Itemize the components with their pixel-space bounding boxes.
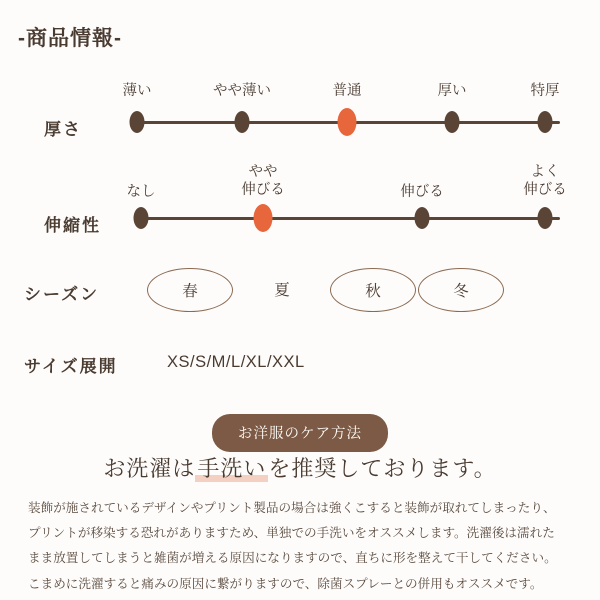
stretch-tick-label-1: なし [126, 184, 156, 200]
care-body-line-1: 装飾が施されているデザインやプリント製品の場合は強くこすると装飾が取れてしまったり、 [28, 501, 556, 515]
care-body-line-3: まま放置してしまうと雑菌が増える原因になりますので、直ちに形を整えて干してください。 [28, 551, 557, 566]
thickness-tick-label-2: やや薄い [213, 83, 271, 99]
care-headline [0, 452, 600, 483]
size-label: サイズ展開 [24, 357, 118, 376]
stretch-dot-2-selected[interactable] [254, 204, 273, 232]
stretch-track [135, 217, 560, 220]
page-title: -商品情報- [18, 27, 122, 50]
thickness-tick-label-3: 普通 [332, 83, 362, 99]
stretch-scale [0, 155, 600, 235]
thickness-dot-5[interactable] [538, 111, 553, 133]
season-item-summer[interactable] [240, 268, 324, 310]
thickness-dot-3-selected[interactable] [338, 108, 357, 136]
stretch-tick-label-2-line1: やや [248, 164, 278, 180]
care-headline-pre: お洗濯は [103, 456, 196, 481]
thickness-tick-label-5: 特厚 [530, 83, 560, 99]
stretch-tick-label-4-line1: よく [530, 164, 560, 180]
season-row [0, 262, 600, 322]
stretch-tick-label-2-line2: 伸びる [241, 182, 285, 199]
thickness-label: 厚さ [44, 120, 82, 139]
care-body-line-4: こまめに洗濯すると痛みの原因に繋がりますので、除菌スプレーとの併用もオススメです。 [28, 576, 543, 591]
stretch-dot-3[interactable] [415, 207, 430, 229]
care-body [28, 496, 572, 597]
thickness-dot-2[interactable] [235, 111, 250, 133]
size-value: XS/S/M/L/XL/XXL [167, 353, 305, 371]
season-item-autumn-label: 秋 [365, 283, 381, 300]
thickness-tick-label-1: 薄い [122, 83, 152, 99]
season-item-summer-label: 夏 [274, 282, 290, 299]
care-headline-post: を推奨しております。 [268, 456, 497, 481]
season-item-winter-label: 冬 [453, 283, 469, 300]
stretch-tick-label-4 [523, 163, 567, 199]
stretch-dot-4[interactable] [538, 207, 553, 229]
thickness-tick-label-4: 厚い [437, 83, 467, 99]
stretch-tick-label-2 [241, 163, 285, 199]
stretch-dot-1[interactable] [134, 207, 149, 229]
care-body-line-2: プリントが移染する恐れがありますため、単独での手洗いをオススメします。洗濯後は濡れた [28, 526, 555, 541]
care-method-badge: お洋服のケア方法 [212, 414, 388, 452]
season-item-spring-label: 春 [182, 283, 198, 300]
thickness-dot-4[interactable] [445, 111, 460, 133]
season-item-autumn[interactable] [330, 268, 416, 312]
size-row [0, 348, 600, 378]
season-item-spring[interactable] [147, 268, 233, 312]
stretch-tick-label-3: 伸びる [400, 184, 444, 200]
care-headline-highlight-text: 手洗い [197, 456, 267, 481]
thickness-scale [0, 70, 600, 150]
stretch-label: 伸縮性 [44, 216, 101, 235]
stretch-tick-label-4-line2: 伸びる [523, 182, 567, 199]
thickness-dot-1[interactable] [130, 111, 145, 133]
season-label: シーズン [24, 285, 100, 304]
season-item-winter[interactable] [418, 268, 504, 312]
care-headline-highlight [195, 452, 268, 483]
